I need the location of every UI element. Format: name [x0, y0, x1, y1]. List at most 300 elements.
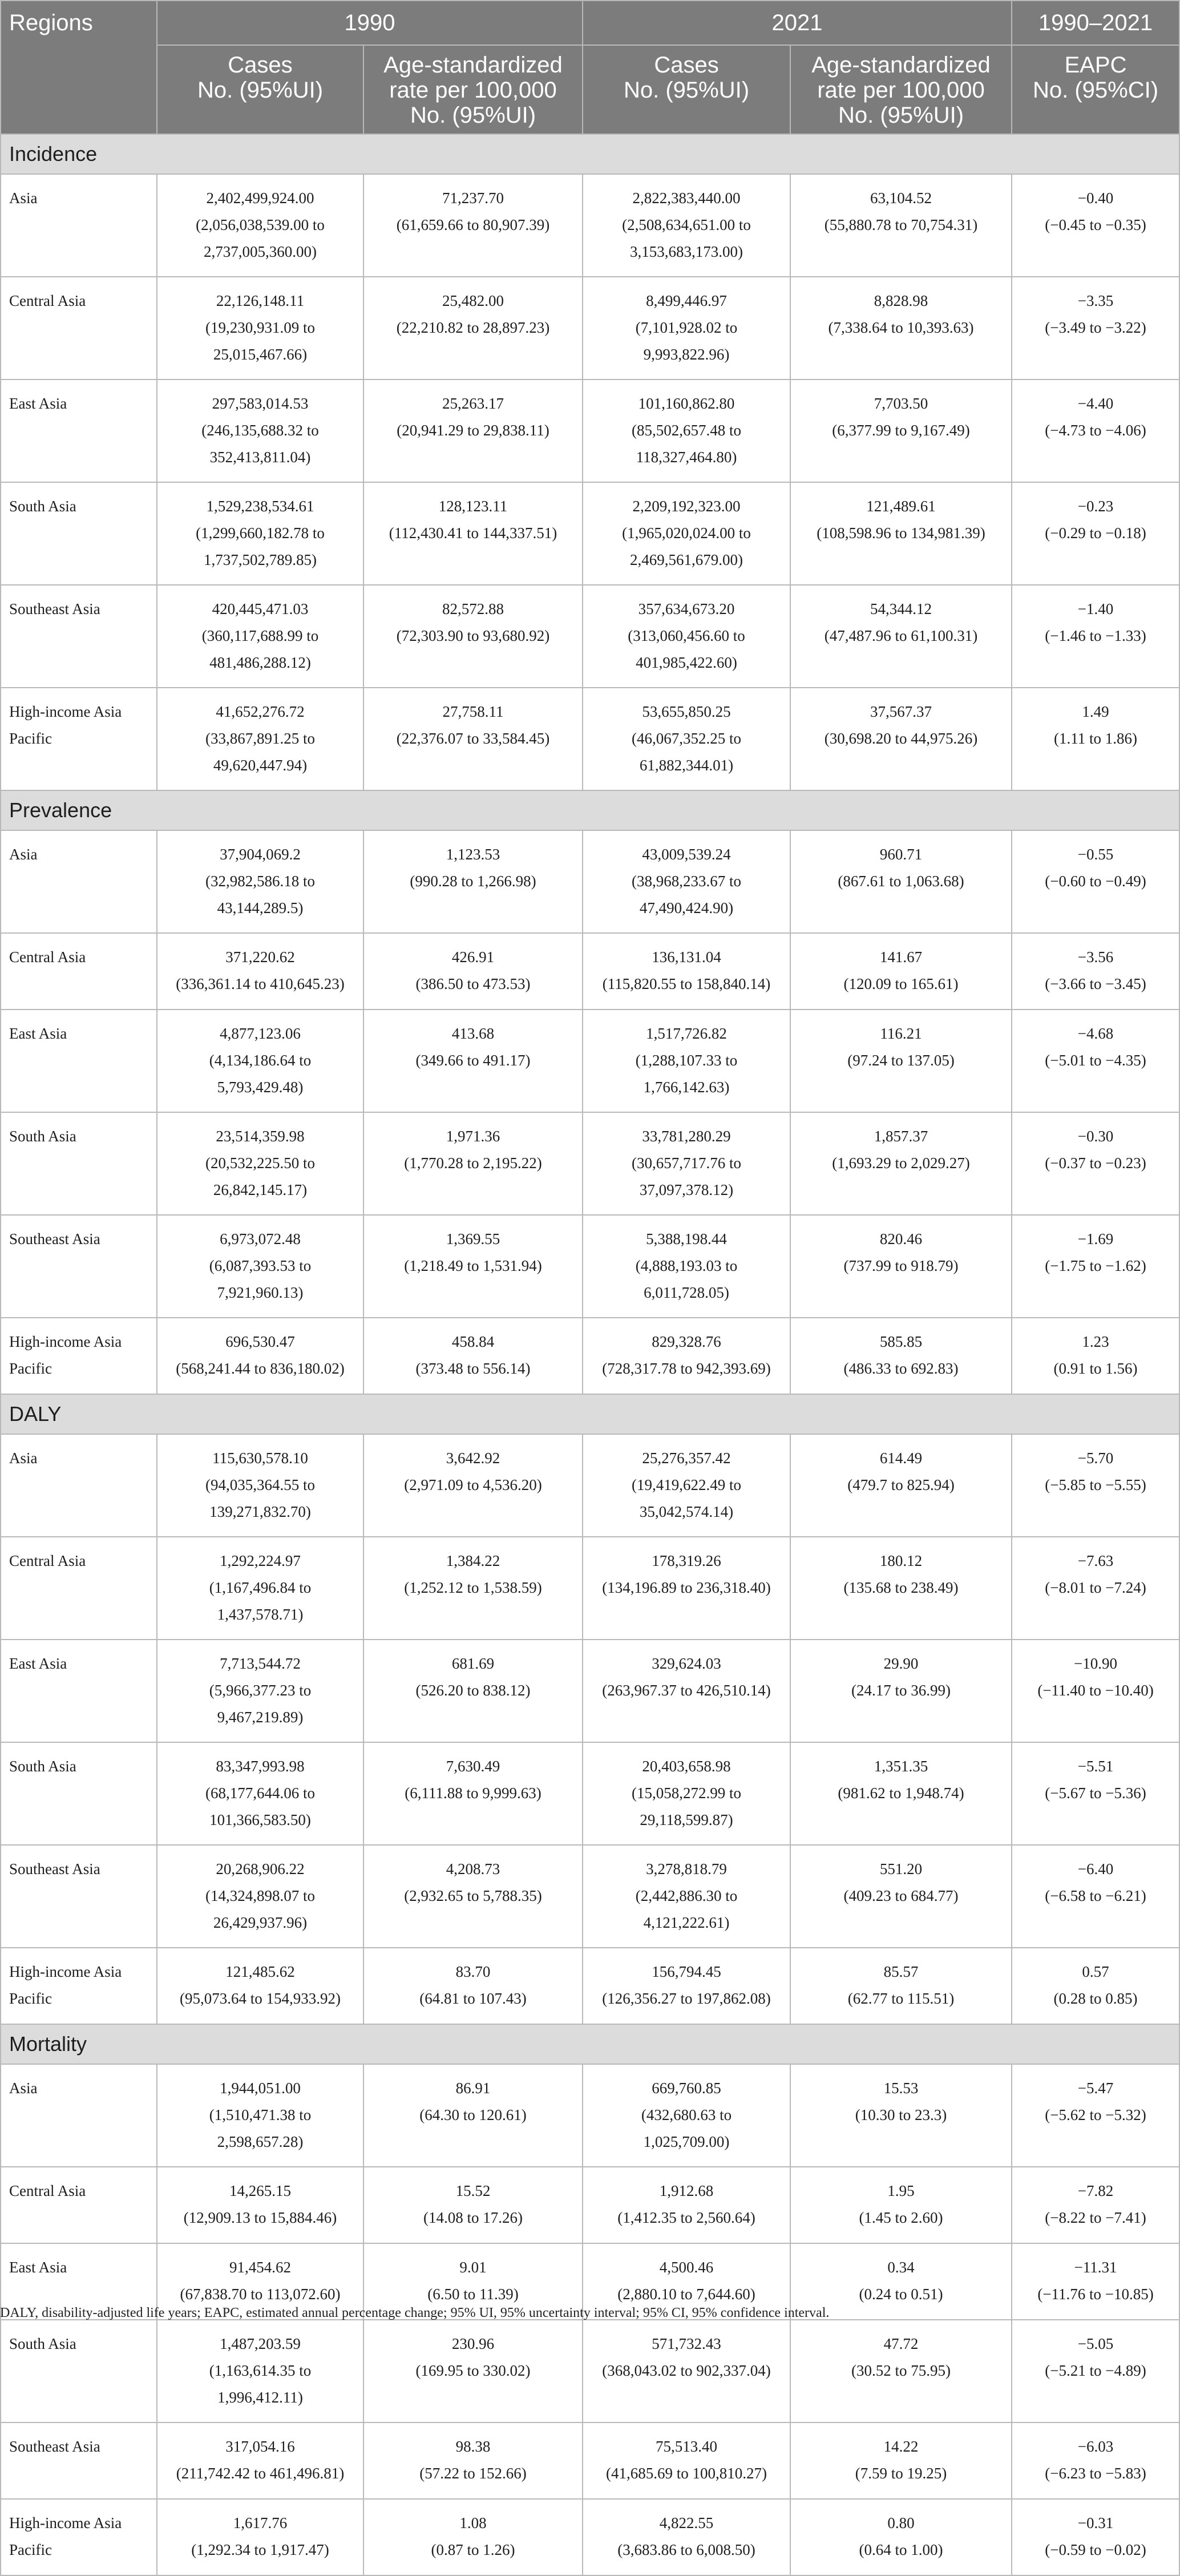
cell-line: Central Asia — [9, 2182, 86, 2199]
cell-line: (728,317.78 to 942,393.69) — [602, 1360, 771, 1377]
cell-line: 15.53 — [883, 2080, 919, 2097]
cell-line: Southeast Asia — [9, 2438, 100, 2455]
table-row — [1, 2167, 1179, 2243]
cell-line: (14,324,898.07 to — [205, 1887, 315, 1904]
cases-1990-cell — [157, 1112, 363, 1215]
cell-line: −5.05 — [1077, 2335, 1114, 2352]
cell-line: −4.68 — [1077, 1025, 1114, 1042]
cell-line: Southeast Asia — [9, 1230, 100, 1247]
cell-line: (120.09 to 165.61) — [843, 975, 959, 992]
cell-line: 91,454.62 — [229, 2259, 291, 2276]
asr-2021-cell — [790, 482, 1012, 585]
cell-line: 352,413,811.04) — [209, 449, 311, 466]
cell-line: (6.50 to 11.39) — [427, 2286, 519, 2303]
cell-line: 696,530.47 — [225, 1333, 295, 1350]
cell-line: (1,965,020,024.00 to — [622, 524, 751, 542]
cell-line: Pacific — [9, 730, 52, 747]
cell-line: 53,655,850.25 — [642, 703, 731, 720]
asr-2021-cell — [790, 1010, 1012, 1112]
table-body — [1, 134, 1179, 2575]
cell-line: −1.40 — [1077, 600, 1114, 617]
eapc-cell — [1012, 2499, 1179, 2575]
cell-line: 329,624.03 — [652, 1655, 721, 1672]
cell-line: (−8.22 to −7.41) — [1045, 2209, 1146, 2226]
table-row — [1, 1434, 1179, 1537]
cell-line: 86.91 — [455, 2080, 491, 2097]
cell-line: 25,276,357.42 — [642, 1449, 731, 1467]
cell-line: (479.7 to 825.94) — [847, 1476, 955, 1493]
cell-line: (1,288,107.33 to — [635, 1052, 738, 1069]
cases-1990-cell — [157, 2167, 363, 2243]
asr-2021-cell — [790, 2320, 1012, 2422]
cell-line: −3.56 — [1077, 948, 1114, 966]
cell-line: (0.28 to 0.85) — [1053, 1990, 1138, 2007]
cell-line: (−5.85 to −5.55) — [1045, 1476, 1146, 1493]
cell-line: 371,220.62 — [225, 948, 295, 966]
cell-line: 2,209,192,323.00 — [632, 498, 741, 515]
table-header — [1, 1, 1179, 134]
cell-line: (20,941.29 to 29,838.11) — [397, 422, 549, 439]
cell-line: (38,968,233.67 to — [632, 873, 742, 890]
table-row — [1, 277, 1179, 379]
region-cell — [1, 2499, 157, 2575]
eapc-cell — [1012, 379, 1179, 482]
cell-line: 121,485.62 — [225, 1963, 295, 1980]
cases-2021-cell — [583, 1845, 790, 1948]
cell-line: 115,630,578.10 — [212, 1449, 308, 1467]
cell-line: (7,338.64 to 10,393.63) — [828, 319, 974, 336]
cases-1990-cell — [157, 379, 363, 482]
cell-line: 1,944,051.00 — [220, 2080, 301, 2097]
section-row — [1, 790, 1179, 830]
region-cell — [1, 1845, 157, 1948]
cell-line: (0.64 to 1.00) — [859, 2541, 943, 2558]
cell-line: 98.38 — [455, 2438, 491, 2455]
cell-line: 7,630.49 — [446, 1758, 500, 1775]
cell-line: 101,160,862.80 — [638, 395, 735, 412]
cell-line: (368,043.02 to 902,337.04) — [602, 2362, 771, 2379]
cell-line: (67,838.70 to 113,072.60) — [180, 2286, 341, 2303]
cell-line: (33,867,891.25 to — [205, 730, 315, 747]
cases-2021-cell — [583, 2422, 790, 2499]
cell-line: −0.23 — [1077, 498, 1114, 515]
cell-line: 85.57 — [883, 1963, 919, 1980]
cell-line: 2,402,499,924.00 — [206, 189, 314, 207]
cell-line: 29.90 — [883, 1655, 919, 1672]
cell-line: 681.69 — [451, 1655, 495, 1672]
region-cell — [1, 1537, 157, 1640]
cases-2021-cell — [583, 585, 790, 688]
eapc-cell — [1012, 2167, 1179, 2243]
cell-line: (211,742.42 to 461,496.81) — [176, 2465, 345, 2482]
cell-line: (−0.59 to −0.02) — [1045, 2541, 1146, 2558]
cell-line: (1,252.12 to 1,538.59) — [404, 1579, 542, 1596]
cell-line: 49,620,447.94) — [213, 757, 308, 774]
cell-line: (19,230,931.09 to — [205, 319, 315, 336]
cases-1990-cell — [157, 1845, 363, 1948]
cases-2021-cell — [583, 379, 790, 482]
cases-2021-cell — [583, 2167, 790, 2243]
cell-line: 1,617.76 — [233, 2514, 288, 2531]
cell-line: 1.08 — [459, 2514, 487, 2531]
asr-1990-header: Age-standardized rate per 100,000 No. (95%UI) — [363, 45, 583, 134]
asr-1990-cell — [363, 1112, 583, 1215]
table-row — [1, 688, 1179, 790]
cell-line: South Asia — [9, 498, 76, 515]
cell-line: (7.59 to 19.25) — [855, 2465, 947, 2482]
cell-line: (19,419,622.49 to — [632, 1476, 742, 1493]
eapc-cell — [1012, 2064, 1179, 2167]
region-cell — [1, 1742, 157, 1845]
cases-2021-cell — [583, 1215, 790, 1318]
cell-line: 2,598,657.28) — [217, 2133, 304, 2150]
asr-2021-cell — [790, 1318, 1012, 1394]
region-cell — [1, 1318, 157, 1394]
cell-line: Asia — [9, 846, 38, 863]
cell-line: High-income Asia — [9, 703, 122, 720]
cases-1990-cell — [157, 1948, 363, 2024]
table-row — [1, 1845, 1179, 1948]
cell-line: (126,356.27 to 197,862.08) — [602, 1990, 771, 2007]
cell-line: 14,265.15 — [229, 2182, 291, 2199]
cell-line: (−0.60 to −0.49) — [1045, 873, 1146, 890]
cell-line: (386.50 to 473.53) — [415, 975, 531, 992]
cell-line: (47,487.96 to 61,100.31) — [824, 627, 978, 644]
table-row — [1, 585, 1179, 688]
eapc-header: EAPC No. (95%CI) — [1012, 45, 1179, 134]
cell-line: (2,971.09 to 4,536.20) — [404, 1476, 542, 1493]
cell-line: 297,583,014.53 — [212, 395, 309, 412]
period-header: 1990–2021 — [1012, 1, 1179, 45]
asr-1990-cell — [363, 830, 583, 933]
eapc-cell — [1012, 1537, 1179, 1640]
cases-2021-cell — [583, 2064, 790, 2167]
cell-line: (55,880.78 to 70,754.31) — [824, 216, 978, 233]
asr-1990-cell — [363, 1845, 583, 1948]
asr-1990-cell — [363, 2167, 583, 2243]
cell-line: 1,912.68 — [659, 2182, 714, 2199]
cell-line: 1.95 — [887, 2182, 915, 2199]
cell-line: 8,828.98 — [874, 292, 928, 309]
cell-line: High-income Asia — [9, 1333, 122, 1350]
cell-line: 458.84 — [451, 1333, 495, 1350]
cell-line: (94,035,364.55 to — [205, 1476, 315, 1493]
eapc-cell — [1012, 1434, 1179, 1537]
cell-line: (10.30 to 23.3) — [855, 2106, 947, 2123]
cell-line: (313,060,456.60 to — [628, 627, 745, 644]
cell-line: (30.52 to 75.95) — [851, 2362, 951, 2379]
region-cell — [1, 830, 157, 933]
cell-line: (95,073.64 to 154,933.92) — [180, 1990, 341, 2007]
cell-line: 1,351.35 — [874, 1758, 928, 1775]
cell-line: 20,268,906.22 — [216, 1860, 305, 1878]
cases-2021-cell — [583, 688, 790, 790]
cell-line: (990.28 to 1,266.98) — [410, 873, 536, 890]
cell-line: 1,517,726.82 — [646, 1025, 727, 1042]
cell-line: (−6.58 to −6.21) — [1045, 1887, 1146, 1904]
cases-2021-cell — [583, 277, 790, 379]
eapc-cell — [1012, 830, 1179, 933]
table-footnote: DALY, disability-adjusted life years; EAPC, estimated annual percentage change; 95% UI, 95% uncertainty interval; 95% CI, 95% confidence interval. — [0, 2306, 830, 2320]
table-row — [1, 1640, 1179, 1742]
cell-line: 3,153,683,173.00) — [630, 243, 743, 260]
cell-line: 1,857.37 — [874, 1128, 928, 1145]
asr-1990-cell — [363, 1010, 583, 1112]
cell-line: (1,770.28 to 2,195.22) — [404, 1154, 542, 1172]
cell-line: 116.21 — [880, 1025, 922, 1042]
cases-1990-cell — [157, 1537, 363, 1640]
cell-line: 2,737,005,360.00) — [204, 243, 317, 260]
eapc-cell — [1012, 1845, 1179, 1948]
cell-line: Central Asia — [9, 292, 86, 309]
asr-2021-cell — [790, 1215, 1012, 1318]
cell-line: 6,011,728.05) — [644, 1284, 729, 1301]
cell-line: 1,384.22 — [446, 1552, 500, 1569]
cell-line: 2,469,561,679.00) — [630, 551, 743, 568]
cell-line: (1,299,660,182.78 to — [196, 524, 325, 542]
cases-1990-cell — [157, 2320, 363, 2422]
cell-line: 4,822.55 — [659, 2514, 714, 2531]
cases-2021-cell — [583, 2320, 790, 2422]
cell-line: (336,361.14 to 410,645.23) — [176, 975, 345, 992]
cell-line: (−3.66 to −3.45) — [1045, 975, 1146, 992]
cases-2021-cell — [583, 1434, 790, 1537]
cases-2021-cell — [583, 1112, 790, 1215]
cell-line: 20,403,658.98 — [642, 1758, 731, 1775]
cell-line: −1.69 — [1077, 1230, 1114, 1247]
eapc-cell — [1012, 933, 1179, 1010]
cell-line: (−5.21 to −4.89) — [1045, 2362, 1146, 2379]
cell-line: 47.72 — [883, 2335, 919, 2352]
region-cell — [1, 688, 157, 790]
region-cell — [1, 1010, 157, 1112]
asr-2021-cell — [790, 174, 1012, 277]
cell-line: 9.01 — [459, 2259, 487, 2276]
asr-1990-cell — [363, 379, 583, 482]
cell-line: (1,510,471.38 to — [209, 2106, 312, 2123]
cell-line: (263,967.37 to 426,510.14) — [602, 1682, 771, 1699]
cell-line: −5.51 — [1077, 1758, 1114, 1775]
eapc-cell — [1012, 2320, 1179, 2422]
cell-line: 5,388,198.44 — [646, 1230, 727, 1247]
cell-line: −7.63 — [1077, 1552, 1114, 1569]
cell-line: East Asia — [9, 1655, 67, 1672]
cell-line: 29,118,599.87) — [640, 1811, 733, 1828]
cell-line: High-income Asia — [9, 2514, 122, 2531]
region-cell — [1, 2167, 157, 2243]
cell-line: 9,467,219.89) — [217, 1709, 304, 1726]
cell-line: (409.23 to 684.77) — [843, 1887, 959, 1904]
cell-line: 3,278,818.79 — [646, 1860, 727, 1878]
cell-line: Southeast Asia — [9, 1860, 100, 1878]
cell-line: (360,117,688.99 to — [201, 627, 319, 644]
cell-line: (32,982,586.18 to — [205, 873, 315, 890]
cell-line: 1,737,502,789.85) — [204, 551, 317, 568]
cases-1990-cell — [157, 1742, 363, 1845]
cell-line: 141.67 — [879, 948, 923, 966]
cell-line: 1.23 — [1082, 1333, 1109, 1350]
cell-line: Asia — [9, 2080, 38, 2097]
cell-line: 401,985,422.60) — [636, 654, 737, 671]
cell-line: 2,822,383,440.00 — [632, 189, 741, 207]
cell-line: (568,241.44 to 836,180.02) — [176, 1360, 345, 1377]
cell-line: 1,996,412.11) — [217, 2389, 303, 2406]
cell-line: (−4.73 to −4.06) — [1045, 422, 1146, 439]
cell-line: (1,693.29 to 2,029.27) — [832, 1154, 970, 1172]
asr-2021-cell — [790, 1434, 1012, 1537]
cell-line: (1,167,496.84 to — [209, 1579, 312, 1596]
cell-line: 101,366,583.50) — [209, 1811, 311, 1828]
cases-2021-cell — [583, 933, 790, 1010]
cell-line: 71,237.70 — [442, 189, 504, 207]
cell-line: (5,966,377.23 to — [209, 1682, 312, 1699]
eapc-cell — [1012, 1215, 1179, 1318]
cell-line: (−5.67 to −5.36) — [1045, 1784, 1146, 1802]
cases-2021-cell — [583, 1318, 790, 1394]
cell-line: (−5.62 to −5.32) — [1045, 2106, 1146, 2123]
table-row — [1, 1112, 1179, 1215]
cell-line: (24.17 to 36.99) — [851, 1682, 951, 1699]
table-row — [1, 2422, 1179, 2499]
cell-line: (−11.40 to −10.40) — [1037, 1682, 1154, 1699]
cell-line: 669,760.85 — [652, 2080, 721, 2097]
asr-2021-cell — [790, 2499, 1012, 2575]
cell-line: −0.55 — [1077, 846, 1114, 863]
cell-line: (30,698.20 to 44,975.26) — [824, 730, 978, 747]
region-cell — [1, 1112, 157, 1215]
cell-line: (61,659.66 to 80,907.39) — [396, 216, 550, 233]
cases-2021-cell — [583, 830, 790, 933]
asr-1990-cell — [363, 2422, 583, 2499]
cell-line: 585.85 — [879, 1333, 923, 1350]
asr-1990-cell — [363, 585, 583, 688]
asr-1990-cell — [363, 1215, 583, 1318]
table-row — [1, 1010, 1179, 1112]
cell-line: 0.57 — [1082, 1963, 1109, 1980]
cell-line: 75,513.40 — [656, 2438, 718, 2455]
asr-1990-cell — [363, 933, 583, 1010]
region-cell — [1, 1434, 157, 1537]
cases-1990-cell — [157, 585, 363, 688]
cell-line: 178,319.26 — [652, 1552, 721, 1569]
cell-line: 61,882,344.01) — [639, 757, 734, 774]
cell-line: South Asia — [9, 2335, 76, 2352]
cell-line: 0.80 — [887, 2514, 915, 2531]
cell-line: (62.77 to 115.51) — [847, 1990, 955, 2007]
cell-line: Asia — [9, 189, 38, 207]
cell-line: 25,482.00 — [442, 292, 504, 309]
cases-1990-cell — [157, 933, 363, 1010]
cell-line: 41,652,276.72 — [216, 703, 305, 720]
cell-line: (−11.76 to −10.85) — [1037, 2286, 1154, 2303]
cell-line: East Asia — [9, 395, 67, 412]
eapc-cell — [1012, 277, 1179, 379]
cell-line: (0.24 to 0.51) — [859, 2286, 943, 2303]
cell-line: (22,376.07 to 33,584.45) — [396, 730, 550, 747]
cell-line: 551.20 — [879, 1860, 923, 1878]
asr-2021-cell — [790, 2422, 1012, 2499]
eapc-cell — [1012, 1742, 1179, 1845]
cell-line: (526.20 to 838.12) — [415, 1682, 531, 1699]
asr-2021-cell — [790, 585, 1012, 688]
regions-header: Regions — [1, 1, 157, 134]
cases-1990-cell — [157, 688, 363, 790]
cell-line: (6,087,393.53 to — [209, 1257, 312, 1274]
cell-line: (349.66 to 491.17) — [415, 1052, 531, 1069]
region-cell — [1, 1215, 157, 1318]
cell-line: −0.40 — [1077, 189, 1114, 207]
cell-line: (2,932.65 to 5,788.35) — [404, 1887, 542, 1904]
cell-line: 481,486,288.12) — [209, 654, 311, 671]
cell-line: 47,490,424.90) — [639, 899, 734, 916]
cell-line: 1,025,709.00) — [643, 2133, 730, 2150]
cell-line: 357,634,673.20 — [638, 600, 735, 617]
cell-line: 121,489.61 — [866, 498, 936, 515]
cell-line: (373.48 to 556.14) — [415, 1360, 531, 1377]
cell-line: 8,499,446.97 — [646, 292, 727, 309]
asr-2021-header: Age-standardized rate per 100,000 No. (95%UI) — [790, 45, 1012, 134]
asr-1990-cell — [363, 2499, 583, 2575]
cell-line: 33,781,280.29 — [642, 1128, 731, 1145]
cell-line: (2,056,038,539.00 to — [196, 216, 325, 233]
cell-line: 1,766,142.63) — [643, 1079, 730, 1096]
eapc-cell — [1012, 1948, 1179, 2024]
cell-line: 35,042,574.14) — [639, 1503, 734, 1520]
cell-line: (22,210.82 to 28,897.23) — [396, 319, 550, 336]
asr-1990-cell — [363, 1742, 583, 1845]
eapc-cell — [1012, 1318, 1179, 1394]
section-row — [1, 2024, 1179, 2064]
asr-2021-cell — [790, 1948, 1012, 2024]
cell-line: (2,880.10 to 7,644.60) — [617, 2286, 755, 2303]
cell-line: (1,412.35 to 2,560.64) — [617, 2209, 755, 2226]
section-label: Prevalence — [1, 790, 1179, 830]
cell-line: 27,758.11 — [442, 703, 504, 720]
cell-line: (112,430.41 to 144,337.51) — [389, 524, 557, 542]
table-row — [1, 482, 1179, 585]
cell-line: 1,292,224.97 — [220, 1552, 301, 1569]
table-row — [1, 1215, 1179, 1318]
region-cell — [1, 2064, 157, 2167]
cases-1990-cell — [157, 830, 363, 933]
cell-line: 5,793,429.48) — [217, 1079, 304, 1096]
cell-line: 9,993,822.96) — [643, 346, 730, 363]
cell-line: 15.52 — [455, 2182, 491, 2199]
cell-line: 23,514,359.98 — [216, 1128, 305, 1145]
year-1990-header: 1990 — [157, 1, 583, 45]
region-cell — [1, 482, 157, 585]
asr-2021-cell — [790, 1537, 1012, 1640]
cell-line: (85,502,657.48 to — [632, 422, 742, 439]
cell-line: 7,713,544.72 — [220, 1655, 301, 1672]
cell-line: (246,135,688.32 to — [201, 422, 319, 439]
asr-2021-cell — [790, 1845, 1012, 1948]
cell-line: Central Asia — [9, 948, 86, 966]
cell-line: (−8.01 to −7.24) — [1045, 1579, 1146, 1596]
cell-line: −11.31 — [1074, 2259, 1117, 2276]
cell-line: (981.62 to 1,948.74) — [838, 1784, 964, 1802]
region-cell — [1, 1640, 157, 1742]
cell-line: (97.24 to 137.05) — [847, 1052, 955, 1069]
asr-1990-cell — [363, 277, 583, 379]
cell-line: (1.11 to 1.86) — [1054, 730, 1138, 747]
region-cell — [1, 174, 157, 277]
region-cell — [1, 277, 157, 379]
cell-line: 25,263.17 — [442, 395, 504, 412]
cases-1990-cell — [157, 1640, 363, 1742]
cell-line: 4,500.46 — [659, 2259, 714, 2276]
cell-line: 0.34 — [887, 2259, 915, 2276]
